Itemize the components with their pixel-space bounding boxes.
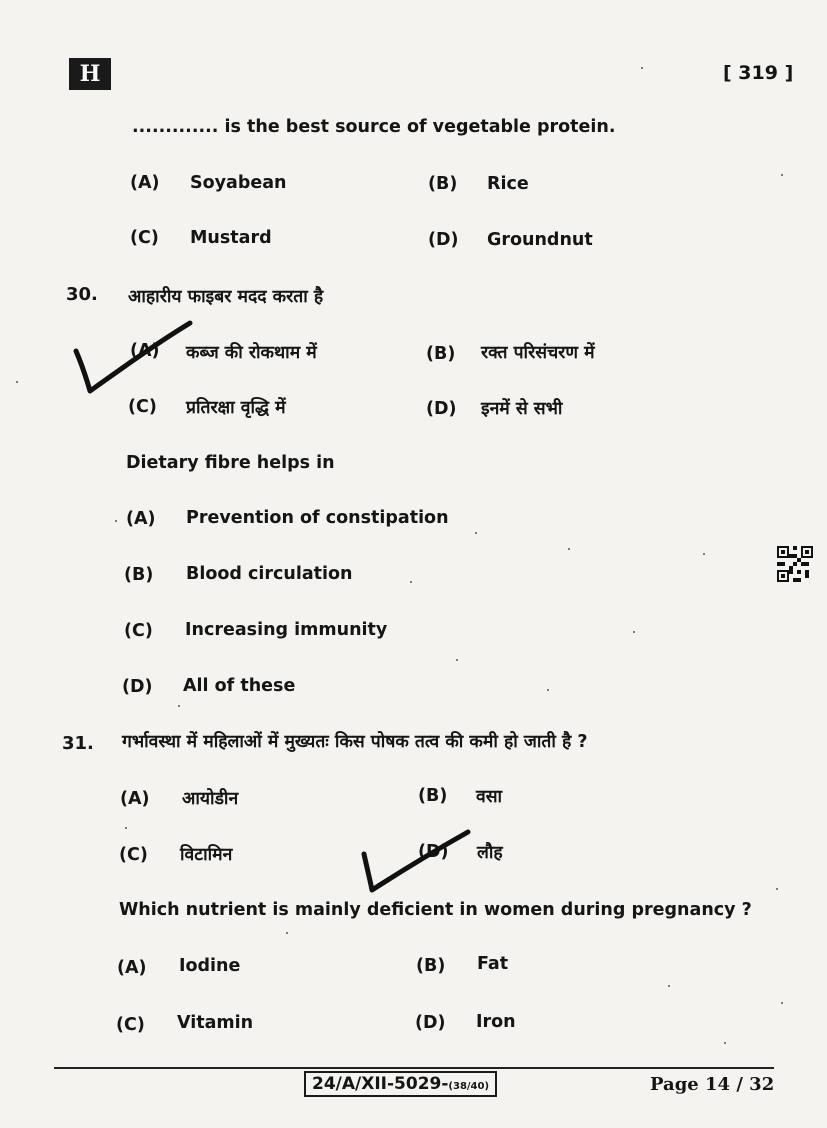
- q31-number: 31.: [62, 733, 94, 754]
- q30-hi-opt-a-label: (A): [130, 341, 160, 361]
- q30-en-opt-d-text: All of these: [183, 676, 296, 696]
- q30-number: 30.: [66, 284, 98, 305]
- q29-opt-b-text: Rice: [487, 174, 529, 194]
- q31-en-opt-c-text: Vitamin: [177, 1013, 254, 1033]
- q31-hi-opt-a-text: आयोडीन: [182, 789, 239, 809]
- q31-hi-opt-b-text: वसा: [476, 787, 503, 807]
- footer-page-number: Page 14 / 32: [650, 1074, 775, 1095]
- q30-en-opt-c-label: (C): [124, 621, 153, 641]
- paper-code-suffix: (38/40): [448, 1081, 490, 1092]
- set-badge: H: [69, 58, 111, 90]
- q30-hi-opt-b-label: (B): [426, 344, 456, 364]
- q31-question-hindi: गर्भावस्था में महिलाओं में मुख्यतः किस पोषक तत्व की कमी हो जाती है ?: [122, 732, 588, 752]
- q29-opt-c-text: Mustard: [190, 228, 272, 248]
- paper-code-main: 24/A/XII-5029-: [312, 1074, 449, 1094]
- q29-opt-a-text: Soyabean: [190, 173, 287, 193]
- q31-hi-opt-a-label: (A): [120, 789, 150, 809]
- q30-question-english: Dietary fibre helps in: [126, 453, 335, 473]
- q31-en-opt-a-label: (A): [117, 958, 147, 978]
- q31-en-opt-a-text: Iodine: [179, 956, 241, 976]
- q31-hi-opt-d-label: (D): [418, 842, 449, 862]
- q30-en-opt-c-text: Increasing immunity: [185, 620, 388, 640]
- q30-en-opt-b-text: Blood circulation: [186, 564, 353, 584]
- q31-hi-opt-c-text: विटामिन: [180, 845, 233, 865]
- footer-rule: [54, 1067, 774, 1069]
- q31-hi-opt-d-text: लौह: [477, 843, 503, 863]
- checkmark-icon-q30: [68, 315, 198, 400]
- q31-en-opt-b-text: Fat: [477, 954, 509, 974]
- paper-code: [304, 1071, 497, 1097]
- q30-en-opt-a-text: Prevention of constipation: [186, 508, 449, 528]
- page-number: [ 319 ]: [723, 62, 794, 84]
- q31-question-english: Which nutrient is mainly deficient in women during pregnancy ?: [119, 900, 752, 920]
- q31-en-opt-d-label: (D): [415, 1013, 446, 1033]
- q30-hi-opt-d-text: इनमें से सभी: [481, 399, 563, 419]
- q30-en-opt-d-label: (D): [122, 677, 153, 697]
- q30-hi-opt-d-label: (D): [426, 399, 457, 419]
- q29-opt-d-text: Groundnut: [487, 230, 593, 250]
- q30-question-hindi: आहारीय फाइबर मदद करता है: [128, 287, 324, 307]
- q31-hi-opt-b-label: (B): [418, 786, 448, 806]
- q30-hi-opt-c-label: (C): [128, 397, 157, 417]
- q30-en-opt-a-label: (A): [126, 509, 156, 529]
- q31-en-opt-c-label: (C): [116, 1015, 145, 1035]
- q30-en-opt-b-label: (B): [124, 565, 154, 585]
- q29-opt-c-label: (C): [130, 228, 159, 248]
- q31-hi-opt-c-label: (C): [119, 845, 148, 865]
- q29-opt-a-label: (A): [130, 173, 160, 193]
- q31-en-opt-d-text: Iron: [476, 1012, 516, 1032]
- checkmark-icon-q31: [358, 826, 478, 898]
- q31-en-opt-b-label: (B): [416, 956, 446, 976]
- qr-code-icon: [777, 546, 813, 582]
- q29-opt-d-label: (D): [428, 230, 459, 250]
- q29-question: ............. is the best source of vegetable protein.: [132, 117, 616, 137]
- q30-hi-opt-b-text: रक्त परिसंचरण में: [481, 343, 595, 363]
- q29-opt-b-label: (B): [428, 174, 458, 194]
- q30-hi-opt-c-text: प्रतिरक्षा वृद्धि में: [186, 398, 286, 418]
- q30-hi-opt-a-text: कब्ज की रोकथाम में: [186, 343, 317, 363]
